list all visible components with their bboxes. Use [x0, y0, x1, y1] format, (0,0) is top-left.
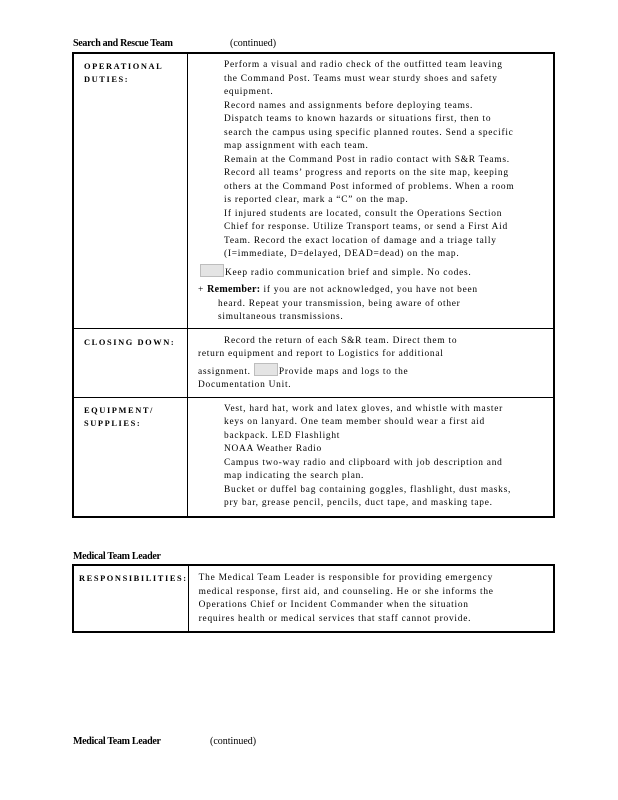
search-rescue-table — [72, 52, 555, 518]
equipment-supplies-label: EQUIPMENT/ SUPPLIES: — [84, 405, 154, 428]
label-cell — [73, 565, 188, 632]
responsibilities-content: The Medical Team Leader is responsible for providing emergency medical response, first aid, and counseling. He or she informs the Operations Chief or Incident Commander when the situation requires health or medical services that staff cannot provide. — [188, 565, 554, 632]
section-title-medical-team-leader: Medical Team Leader — [73, 551, 161, 562]
operational-duties-label: OPERATIONAL DUTIES: — [84, 62, 164, 84]
section-title-search-rescue: Search and Rescue Team — [73, 38, 173, 49]
radio-line: Keep radio communication brief and simple. No codes. — [198, 264, 549, 281]
responsibilities-label: RESPONSIBILITIES: — [79, 574, 188, 583]
section-title-medical-team-leader-continued: Medical Team Leader — [73, 736, 161, 747]
row-closing-down — [73, 328, 554, 397]
plus-bullet: + — [198, 285, 208, 295]
row-equipment-supplies — [73, 397, 554, 517]
label-cell — [73, 397, 188, 517]
placeholder-image — [254, 363, 278, 376]
placeholder-image — [200, 264, 224, 277]
remember-bold: Remember: — [207, 284, 261, 295]
label-cell — [73, 53, 188, 328]
continued-label: (continued) — [230, 38, 277, 49]
operational-duties-content — [188, 53, 555, 328]
continued-label: (continued) — [210, 736, 257, 747]
closing-down-label: CLOSING DOWN: — [84, 337, 176, 347]
medical-team-table — [72, 564, 555, 633]
remember-note: + Remember: if you are not acknowledged, you have not been heard. Repeat your transmission, being aware of other simultaneous transmissions. — [198, 284, 478, 322]
label-cell — [73, 328, 188, 397]
closing-down-content: Record the return of each S&R team. Direct them to return equipment and report to Logistics for additional assignment. Provide maps and logs to the Documentation Unit. — [188, 328, 555, 397]
equipment-supplies-content: Vest, hard hat, work and latex gloves, and whistle with master keys on lanyard. One team member should wear a first aid backpack. LED Flashlight NOAA Weather Radio Campus two-way radio and clipboard with job description and map indicating the search plan. Bucket or duffel bag containing goggles, flashlight, dust masks, pry bar, grease pencil, pencils, duct tape, and masking tape. — [188, 397, 555, 517]
row-operational-duties — [73, 53, 554, 328]
row-responsibilities — [73, 565, 554, 632]
operational-lines: Perform a visual and radio check of the outfitted team leaving the Command Post. Teams must wear sturdy shoes and safety equipment. Record names and assignments before deploying teams. Dispatch teams to known hazards or situations first, then to search the campus using specific planned routes. Send a specific map assignment with each team. Remain at the Command Post in radio contact with S&R Teams. Record all teams’ progress and reports on the site map, keeping others at the Command Post informed of problems. When a room is reported clear, mark a “C” on the map. If injured students are located, consult the Operations Section Chief for response. Utilize Transport teams, or send a First Aid Team. Record the exact location of damage and a triage tally (I=immediate, D=delayed, DEAD=dead) on the map. — [224, 60, 515, 259]
